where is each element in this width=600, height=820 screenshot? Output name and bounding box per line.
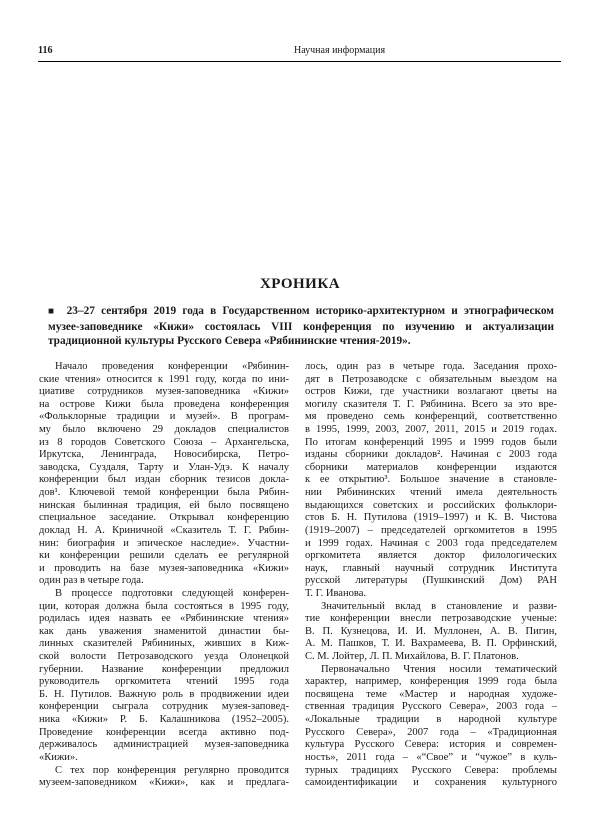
text-line: А. М. Пашков, Т. И. Вахрамеева, В. П. Орфинский,	[305, 638, 557, 650]
running-head: Научная информация	[294, 45, 386, 56]
text-line: посвящена теме «Мастер и народная художе-	[305, 688, 557, 700]
text-line: «Фольклорные традиции и музей». В програм-	[39, 411, 289, 423]
text-line: турных традициях Русского Севера: проблемы	[305, 764, 557, 776]
text-line: родилась идея назвать ее «Рябининские чтения»	[39, 613, 289, 625]
text-line: на острове Кижи была проведена конференция	[39, 398, 289, 410]
text-line: выдающихся советских и российских фольклори-	[305, 499, 557, 511]
lead-text: 23–27 сентября 2019 года в Государственном историко-архитектурном и этнографическом музее-заповеднике «Кижи» состоялась VIII конференция по изучению и актуализации традиционной культуры Русского Севера «Рябининские чтения-2019».	[48, 305, 554, 347]
text-line: Т. Г. Иванова.	[305, 587, 367, 599]
text-line: наук, главный научный сотрудник Института	[305, 562, 557, 574]
text-line: оргкомитета является доктор филологических	[305, 550, 557, 562]
text-line: доклад Н. А. Криничной «Сказитель Т. Г. Рябин-	[39, 524, 289, 536]
text-line: стов Б. Н. Путилова (1919–1997) и К. В. Чистова	[305, 512, 557, 524]
text-line: могилу сказителя Т. Г. Рябинина. Всего за это вре-	[305, 398, 557, 410]
right-column	[305, 361, 557, 790]
text-line: музеем-заповедником «Кижи», как и предлага-	[39, 777, 289, 789]
text-line: в 1995, 1999, 2003, 2007, 2011, 2015 и 2019 годах.	[305, 424, 557, 436]
text-line: специальное заседание. Открывал конференцию	[39, 512, 289, 524]
lead-paragraph	[48, 304, 554, 349]
text-line: русской литературы (Пушкинский Дом) РАН	[305, 575, 557, 587]
text-line: заводска, Суздаля, Тарту и Улан-Удэ. К началу	[39, 461, 289, 473]
text-line: Первоначально Чтения носили тематический	[321, 663, 557, 675]
text-line: ки конференции решили сделать ее регулярной	[39, 550, 289, 562]
text-line: ции, которая должна была состояться в 1995 году,	[39, 600, 289, 612]
text-line: (1919–2007) – председателей оргкомитетов в 1995	[305, 524, 557, 536]
text-line: конференции сыграла сотрудник музея-заповед-	[39, 701, 289, 713]
text-line: Значительный вклад в становление и разви-	[321, 600, 557, 612]
text-line: мя проведено семь конференций, соответственно	[305, 411, 557, 423]
text-line: самоидентификации и сохранения культурного	[305, 777, 557, 789]
text-line: сборники материалов конференции издаются	[305, 461, 557, 473]
text-line: ника «Кижи» Р. Б. Калашникова (1952–2005).	[39, 714, 289, 726]
text-line: один раз в четыре года.	[39, 575, 144, 587]
text-line: Начало проведения конференции «Рябинин-	[55, 361, 289, 372]
text-line: «Кижи».	[39, 751, 78, 763]
text-line: Русского Севера», 2007 года – «Традиционная	[305, 726, 557, 738]
text-line: держивалось администрацией музея-заповедника	[39, 739, 289, 751]
text-line: С тех пор конференция регулярно проводится	[55, 764, 289, 776]
page-number: 116	[38, 45, 53, 56]
text-line: По итогам конференций 1995 и 1999 годов были	[305, 436, 557, 448]
text-line: лось, один раз в четыре года. Заседания прохо-	[305, 361, 557, 372]
text-line: нинская былинная традиция, ей было посвящено	[39, 499, 289, 511]
section-title: ХРОНИКА	[259, 276, 341, 292]
text-line: С. М. Лойтер, Л. П. Михайлова, В. Г. Платонов.	[305, 651, 519, 663]
text-line: и проводить на базе музея-заповедника «Кижи»	[39, 562, 289, 574]
square-bullet-icon: ■	[48, 306, 58, 317]
text-line: тие конференции внесли петрозаводские ученые:	[305, 613, 557, 625]
text-line: ность», 2011 года – «“Свое” и “чужое” в куль-	[305, 751, 557, 763]
text-line: ственная традиция Русского Севера», 2003 года –	[305, 701, 557, 713]
text-line: му было включено 29 докладов специалистов	[39, 424, 289, 436]
text-line: как дань уважения знаменитой династии бы-	[39, 625, 289, 637]
text-line: «Локальные традиции в народной культуре	[305, 714, 557, 726]
text-line: из 8 городов Советского Союза – Архангельска,	[39, 436, 289, 448]
text-line: Иркутска, Ленинграда, Новосибирска, Петро-	[39, 449, 289, 461]
text-line: изданы сборники докладов². Начиная с 2003 года	[305, 449, 557, 461]
text-line: циативе сотрудников музея-заповедника «Кижи»	[39, 386, 289, 398]
text-line: характер, например, конференция 1999 года была	[305, 676, 557, 688]
text-line: нии Рябининских чтений имела деятельность	[305, 487, 557, 499]
text-line: руководитель оргкомитета чтений 1995 года	[39, 676, 289, 688]
page-header	[38, 45, 561, 62]
text-line: ской волости Петрозаводского уезда Олонецкой	[39, 651, 289, 663]
text-line: остров Кижи, где участники возлагают цветы на	[305, 386, 557, 398]
text-line: дов¹. Ключевой темой конференции была Рябин-	[39, 487, 289, 499]
left-column	[39, 361, 289, 790]
text-line: и 1999 годах. Начиная с 2003 года председателем	[305, 537, 557, 549]
text-line: конференции был издан сборник тезисов докла-	[39, 474, 289, 486]
text-line: губернии. Название конференции предложил	[39, 663, 289, 675]
text-line: Б. Н. Путилов. Важную роль в продвижении идеи	[39, 688, 289, 700]
text-line: нин: биография и эпическое наследие». Участни-	[39, 537, 289, 549]
text-line: к ее открытию³. Большое значение в становле-	[305, 474, 557, 486]
text-line: ские чтения» относится к 1991 году, когда по ини-	[39, 373, 289, 385]
text-line: Проведение конференции всегда активно под-	[39, 726, 289, 738]
text-line: культура Русского Севера: история и современ-	[305, 739, 557, 751]
text-line: линных сказителей Рябининых, живших в Киж-	[39, 638, 289, 650]
text-line: В. П. Кузнецова, И. И. Муллонен, А. В. Пигин,	[305, 625, 557, 637]
text-line: дят в Петрозаводске с обязательным выездом на	[305, 373, 557, 385]
text-line: В процессе подготовки следующей конферен-	[55, 587, 289, 599]
